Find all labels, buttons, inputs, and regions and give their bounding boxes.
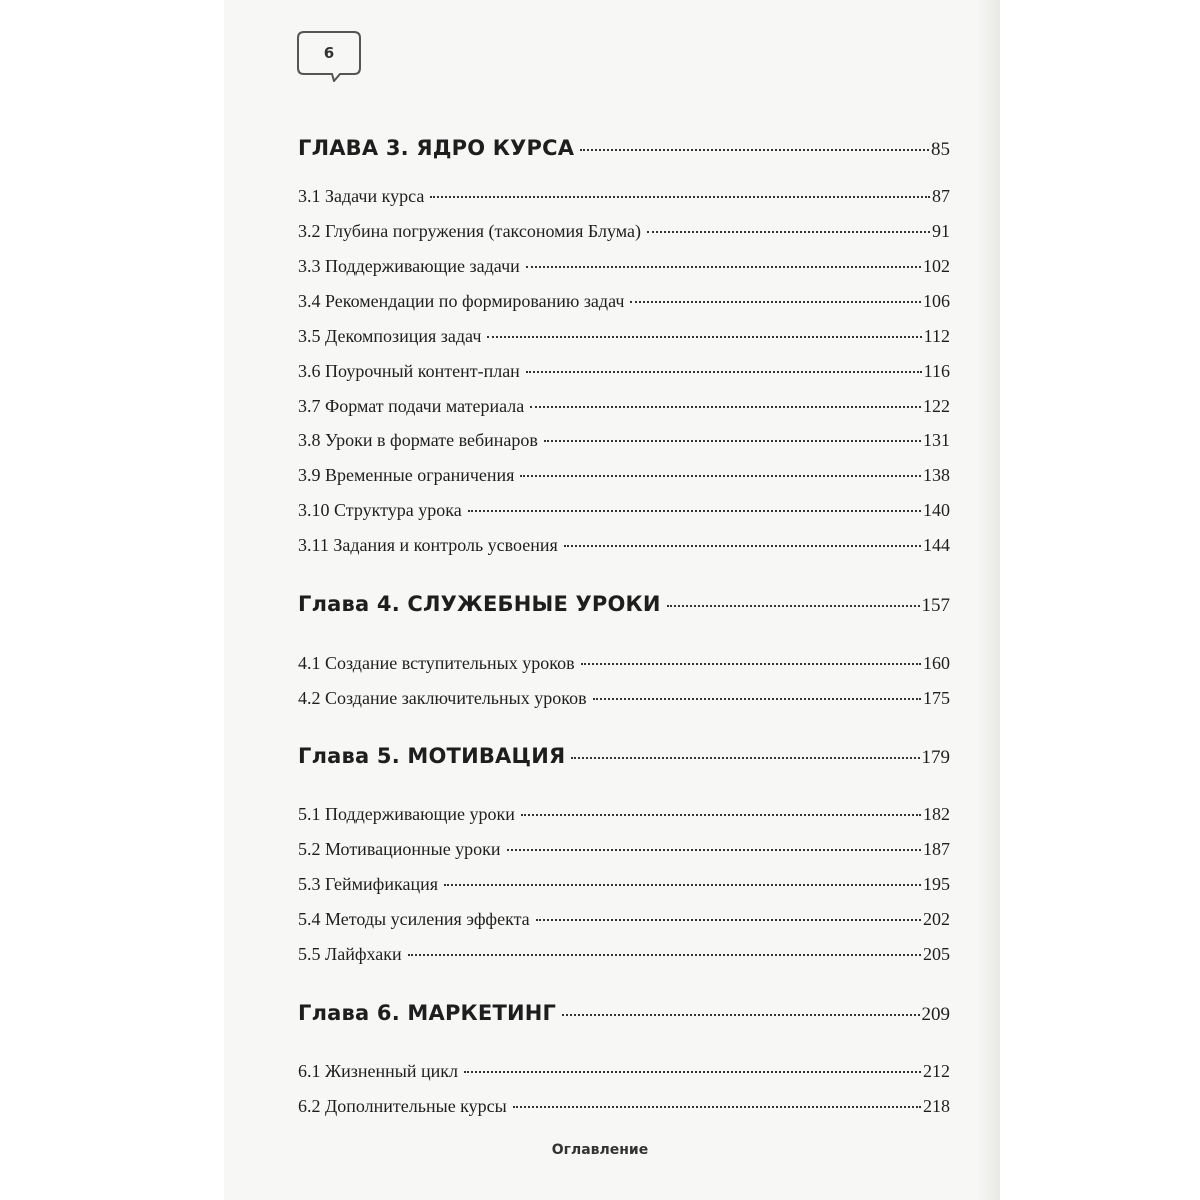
dot-leader (520, 459, 921, 477)
toc-entry-page: 202 (923, 909, 950, 929)
dot-leader (526, 250, 921, 268)
toc-entry-page: 187 (923, 839, 950, 859)
toc-section-entry[interactable] (298, 686, 950, 709)
toc-entry-title: 5.2 Мотивационные уроки (298, 839, 501, 859)
dot-leader (464, 1055, 921, 1073)
toc-entry-page: 160 (923, 653, 950, 673)
toc-entry-page: 138 (923, 465, 950, 485)
toc-entry-title: 5.4 Методы усиления эффекта (298, 909, 530, 929)
toc-entry-title: 3.5 Декомпозиция задач (298, 326, 482, 346)
toc-entry-title: 6.1 Жизненный цикл (298, 1061, 458, 1081)
toc-entry-title: 6.2 Дополнительные курсы (298, 1096, 507, 1116)
dot-leader (647, 215, 930, 233)
toc-section-entry[interactable] (298, 802, 950, 825)
toc-entry-title: Глава 6. МАРКЕТИНГ (298, 1001, 557, 1025)
dot-leader (444, 868, 921, 886)
toc-entry-title: 3.10 Структура урока (298, 500, 462, 520)
toc-section-entry[interactable] (298, 394, 950, 417)
toc-entry-page: 205 (923, 944, 950, 964)
toc-chapter-entry[interactable] (298, 136, 950, 161)
dot-leader (408, 938, 921, 956)
toc-entry-title: 4.1 Создание вступительных уроков (298, 653, 575, 673)
toc-entry-title: 3.8 Уроки в формате вебинаров (298, 430, 538, 450)
toc-section-entry[interactable] (298, 254, 950, 277)
toc-section-entry[interactable] (298, 498, 950, 521)
page-edge (976, 0, 1000, 1200)
toc-entry-title: 5.1 Поддерживающие уроки (298, 804, 515, 824)
dot-leader (630, 285, 921, 303)
dot-leader (430, 180, 930, 198)
toc-entry-page: 182 (923, 804, 950, 824)
toc-entry-page: 209 (921, 1004, 950, 1025)
toc-chapter-entry[interactable] (298, 1001, 950, 1026)
dot-leader (521, 798, 921, 816)
toc-chapter-entry[interactable] (298, 592, 950, 617)
dot-leader (564, 529, 921, 547)
running-footer: Оглавление (551, 1142, 649, 1158)
toc-section-entry[interactable] (298, 651, 950, 674)
toc-entry-title: 3.4 Рекомендации по формированию задач (298, 291, 625, 311)
dot-leader (530, 390, 921, 408)
dot-leader (526, 355, 922, 373)
dot-leader (571, 741, 919, 759)
toc-entry-title: 3.9 Временные ограничения (298, 465, 515, 485)
toc-entry-page: 157 (921, 595, 950, 616)
toc-entry-page: 195 (923, 874, 950, 894)
toc-chapter-entry[interactable] (298, 744, 950, 769)
page-number-badge (296, 30, 362, 76)
toc-entry-title: 3.6 Поурочный контент-план (298, 361, 520, 381)
toc-entry-page: 87 (932, 186, 950, 206)
toc-entry-title: Глава 4. СЛУЖЕБНЫЕ УРОКИ (298, 592, 661, 616)
toc-section-entry[interactable] (298, 324, 950, 347)
toc-entry-page: 179 (921, 747, 950, 768)
toc-entry-page: 131 (923, 430, 950, 450)
toc-entry-title: 3.11 Задания и контроль усвоения (298, 535, 558, 555)
toc-entry-title: ГЛАВА 3. ЯДРО КУРСА (298, 136, 575, 160)
toc-entry-page: 91 (932, 221, 950, 241)
dot-leader (507, 833, 921, 851)
toc-entry-page: 112 (923, 326, 950, 346)
toc-entry-page: 122 (923, 396, 950, 416)
toc-entry-page: 144 (923, 535, 950, 555)
toc-section-entry[interactable] (298, 942, 950, 965)
toc-entry-title: 4.2 Создание заключительных уроков (298, 688, 587, 708)
toc-entry-title: Глава 5. МОТИВАЦИЯ (298, 744, 566, 768)
dot-leader (580, 133, 929, 151)
toc-section-entry[interactable] (298, 219, 950, 242)
dot-leader (593, 682, 921, 700)
toc-entry-page: 212 (923, 1061, 950, 1081)
toc-section-entry[interactable] (298, 533, 950, 556)
toc-entry-title: 3.3 Поддерживающие задачи (298, 256, 520, 276)
dot-leader (513, 1090, 921, 1108)
toc-section-entry[interactable] (298, 1094, 950, 1117)
dot-leader (562, 998, 919, 1016)
toc-entry-title: 3.1 Задачи курса (298, 186, 425, 206)
toc-section-entry[interactable] (298, 837, 950, 860)
dot-leader (667, 589, 920, 607)
toc-section-entry[interactable] (298, 289, 950, 312)
toc-entry-page: 175 (923, 688, 950, 708)
toc-section-entry[interactable] (298, 1059, 950, 1082)
dot-leader (468, 494, 921, 512)
toc-entry-page: 85 (931, 139, 950, 160)
toc-section-entry[interactable] (298, 872, 950, 895)
toc-entry-title: 5.3 Геймификация (298, 874, 438, 894)
toc-section-entry[interactable] (298, 359, 950, 382)
dot-leader (544, 424, 921, 442)
toc-section-entry[interactable] (298, 184, 950, 207)
toc-entry-title: 3.7 Формат подачи материала (298, 396, 525, 416)
toc-entry-page: 218 (923, 1096, 950, 1116)
dot-leader (487, 320, 921, 338)
toc-entry-title: 5.5 Лайфхаки (298, 944, 402, 964)
page-number: 6 (323, 44, 335, 62)
toc-section-entry[interactable] (298, 463, 950, 486)
toc-section-entry[interactable] (298, 428, 950, 451)
toc-entry-page: 102 (923, 256, 950, 276)
dot-leader (581, 647, 921, 665)
toc-entry-title: 3.2 Глубина погружения (таксономия Блума) (298, 221, 642, 241)
toc-section-entry[interactable] (298, 907, 950, 930)
toc-entry-page: 116 (923, 361, 950, 381)
dot-leader (536, 903, 921, 921)
toc-entry-page: 140 (923, 500, 950, 520)
toc-entry-page: 106 (923, 291, 950, 311)
